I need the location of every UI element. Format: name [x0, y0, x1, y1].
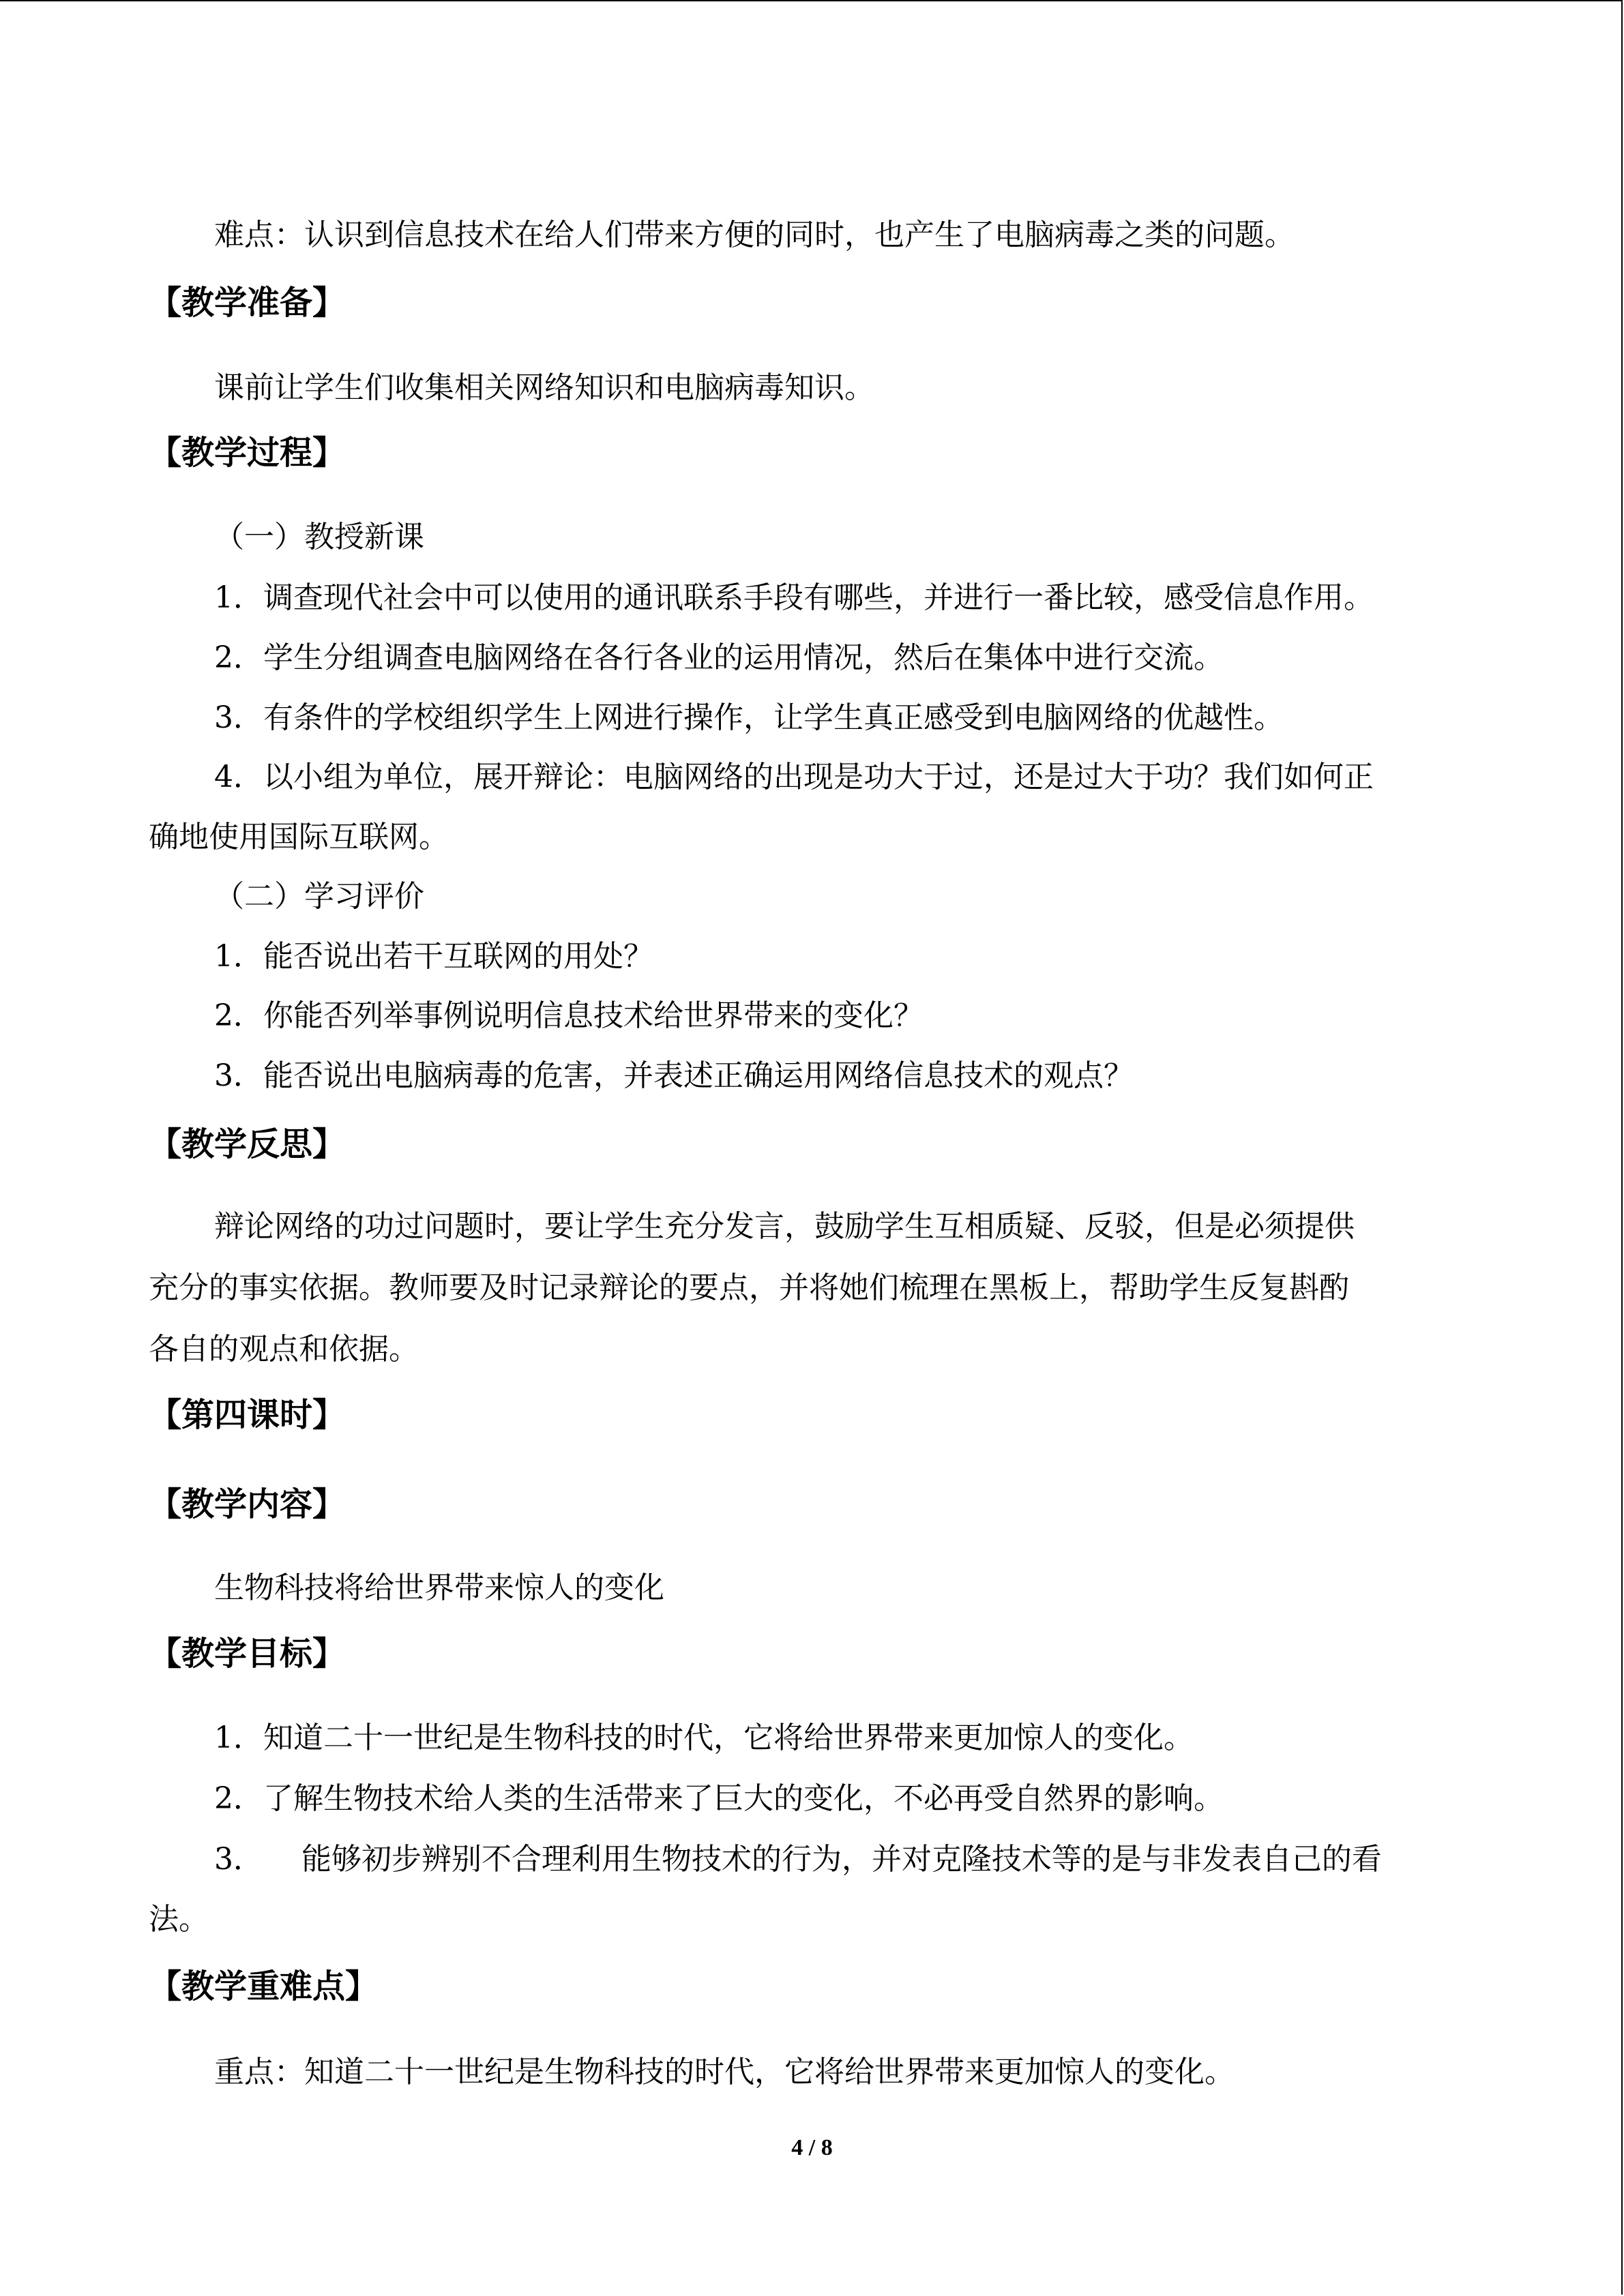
- process-item-4-line-1: 4．以小组为单位，展开辩论：电脑网络的出现是功大于过，还是过大于功？我们如何正: [214, 760, 1374, 794]
- preparation-text: 课前让学生们收集相关网络知识和电脑病毒知识。: [214, 370, 874, 405]
- subheading-new-lesson: （一）教授新课: [214, 520, 424, 554]
- process-item-3: 3．有条件的学校组织学生上网进行操作，让学生真正感受到电脑网络的优越性。: [214, 700, 1284, 735]
- heading-key-difficult-points: 【教学重难点】: [149, 1967, 379, 2006]
- process-item-4-line-2: 确地使用国际互联网。: [149, 820, 449, 854]
- heading-teaching-goals: 【教学目标】: [149, 1635, 346, 1673]
- heading-fourth-lesson: 【第四课时】: [149, 1396, 346, 1434]
- reflection-line-3: 各自的观点和依据。: [149, 1332, 419, 1367]
- evaluation-item-3: 3．能否说出电脑病毒的危害，并表述正确运用网络信息技术的观点？: [214, 1058, 1134, 1093]
- page-number: 4 / 8: [791, 2135, 833, 2160]
- process-item-1: 1．调查现代社会中可以使用的通讯联系手段有哪些，并进行一番比较，感受信息作用。: [214, 580, 1374, 615]
- content-text: 生物科技将给世界带来惊人的变化: [214, 1570, 664, 1605]
- process-item-2: 2．学生分组调查电脑网络在各行各业的运用情况，然后在集体中进行交流。: [214, 640, 1224, 675]
- heading-teaching-reflection: 【教学反思】: [149, 1125, 346, 1163]
- goal-item-3-line-1: 3． 能够初步辨别不合理利用生物技术的行为，并对克隆技术等的是与非发表自己的看: [214, 1842, 1382, 1877]
- heading-teaching-preparation: 【教学准备】: [149, 284, 346, 322]
- goal-item-2: 2．了解生物技术给人类的生活带来了巨大的变化，不必再受自然界的影响。: [214, 1781, 1224, 1816]
- difficult-point-text: 难点：认识到信息技术在给人们带来方便的同时，也产生了电脑病毒之类的问题。: [214, 218, 1295, 252]
- evaluation-item-1: 1．能否说出若干互联网的用处？: [214, 939, 653, 974]
- key-point-text: 重点：知道二十一世纪是生物科技的时代，它将给世界带来更加惊人的变化。: [214, 2055, 1235, 2089]
- subheading-evaluation: （二）学习评价: [214, 879, 424, 914]
- evaluation-item-2: 2．你能否列举事例说明信息技术给世界带来的变化？: [214, 998, 924, 1033]
- reflection-line-2: 充分的事实依据。教师要及时记录辩论的要点，并将她们梳理在黑板上，帮助学生反复斟酌: [149, 1270, 1349, 1305]
- goal-item-1: 1．知道二十一世纪是生物科技的时代，它将给世界带来更加惊人的变化。: [214, 1720, 1194, 1755]
- heading-teaching-content: 【教学内容】: [149, 1485, 346, 1523]
- heading-teaching-process: 【教学过程】: [149, 434, 346, 472]
- reflection-line-1: 辩论网络的功过问题时，要让学生充分发言，鼓励学生互相质疑、反驳，但是必须提供: [214, 1209, 1355, 1244]
- goal-item-3-line-2: 法。: [149, 1902, 209, 1937]
